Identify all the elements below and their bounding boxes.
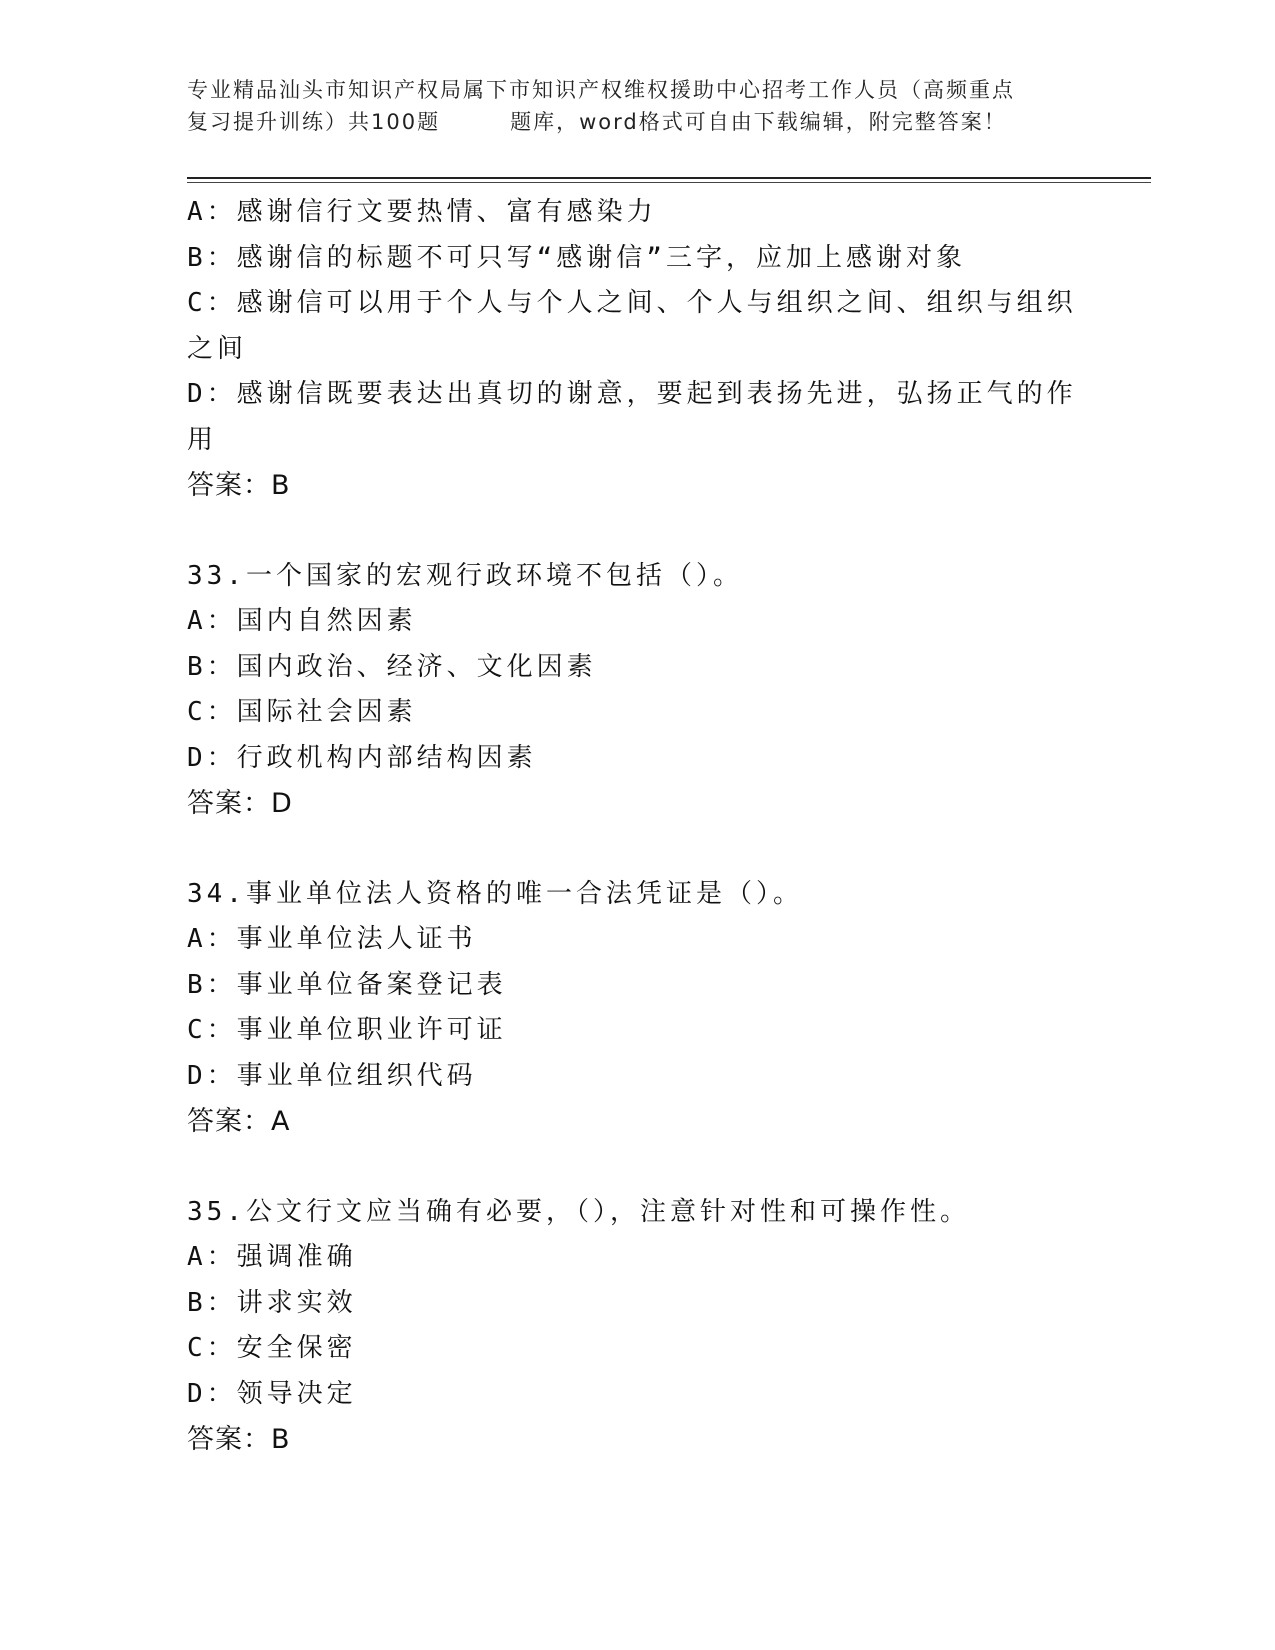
option-c: C：国际社会因素 — [187, 697, 417, 727]
option-c: C：安全保密 — [187, 1333, 357, 1363]
question-text: 35.公文行文应当确有必要，（），注意针对性和可操作性。 — [187, 1196, 970, 1227]
option-d: D：感谢信既要表达出真切的谢意，要起到表扬先进，弘扬正气的作用 — [187, 379, 1077, 455]
question-35 — [187, 1190, 1087, 1463]
question-text: 33.一个国家的宏观行政环境不包括（）。 — [187, 560, 743, 591]
header-line-1: 专业精品汕头市知识产权局属下市知识产权维权援助中心招考工作人员（高频重点 — [187, 78, 1015, 102]
header-divider-thick — [187, 177, 1151, 179]
option-a: A：感谢信行文要热情、富有感染力 — [187, 197, 657, 227]
question-34 — [187, 872, 1087, 1145]
option-b: B：感谢信的标题不可只写“感谢信”三字，应加上感谢对象 — [187, 242, 966, 273]
option-c: C：事业单位职业许可证 — [187, 1015, 507, 1045]
option-a: A：事业单位法人证书 — [187, 924, 477, 954]
option-a: A：国内自然因素 — [187, 606, 417, 636]
option-d: D：领导决定 — [187, 1378, 357, 1409]
answer-line: 答案：A — [187, 1106, 291, 1137]
question-text: 34.事业单位法人资格的唯一合法凭证是（）。 — [187, 878, 803, 909]
option-d: D：行政机构内部结构因素 — [187, 742, 537, 773]
question-33 — [187, 554, 1087, 827]
answer-line: 答案：D — [187, 788, 293, 819]
option-c: C：感谢信可以用于个人与个人之间、个人与组织之间、组织与组织之间 — [187, 288, 1077, 364]
answer-line: 答案：B — [187, 1424, 291, 1455]
option-b: B：国内政治、经济、文化因素 — [187, 651, 597, 682]
header-line-2-part-1: 复习提升训练）共100题 — [187, 110, 441, 134]
option-d: D：事业单位组织代码 — [187, 1060, 477, 1091]
question-list — [187, 190, 1087, 1463]
answer-line: 答案：B — [187, 470, 291, 501]
header-line-2-part-2: 题库，word格式可自由下载编辑，附完整答案！ — [510, 110, 1007, 134]
option-b: B：事业单位备案登记表 — [187, 969, 507, 1000]
document-header — [187, 74, 1087, 138]
question-32-continuation — [187, 190, 1087, 509]
header-divider-thin — [187, 182, 1151, 183]
header-line-2 — [187, 106, 1087, 138]
option-b: B：讲求实效 — [187, 1287, 357, 1318]
option-a: A：强调准确 — [187, 1242, 357, 1272]
